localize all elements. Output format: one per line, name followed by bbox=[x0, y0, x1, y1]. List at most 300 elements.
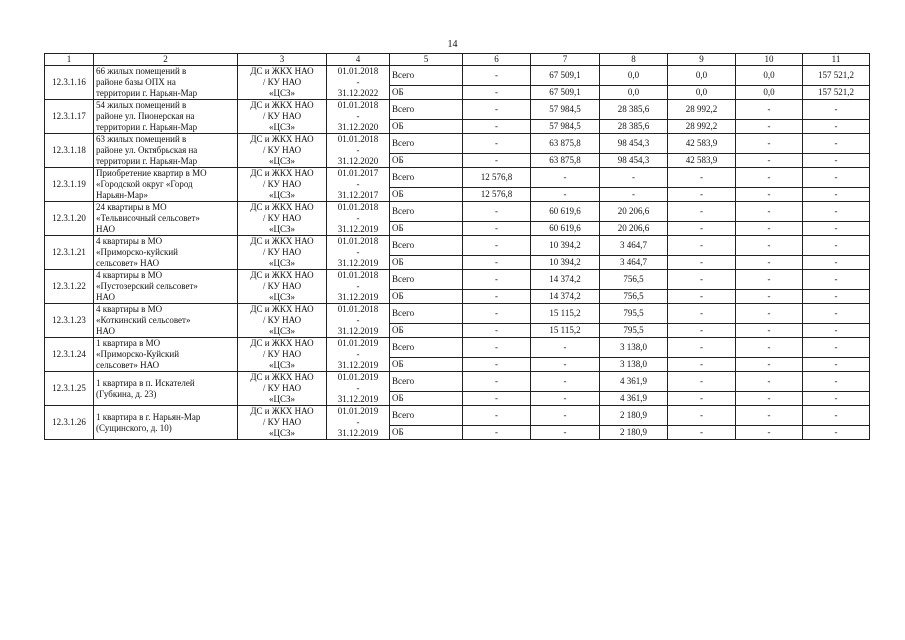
description-line: территории г. Нарьян-Мар bbox=[96, 88, 198, 98]
amount-cell: 3 138,0 bbox=[600, 338, 668, 358]
amount-cell: - bbox=[803, 358, 870, 372]
description-line: Нарьян-Мар» bbox=[96, 190, 149, 200]
period-line: 01.01.2019 bbox=[337, 372, 379, 382]
amount-cell: - bbox=[803, 154, 870, 168]
table-row bbox=[45, 304, 870, 324]
amount-cell: - bbox=[600, 168, 668, 188]
amount-cell: - bbox=[736, 304, 803, 324]
amount-cell: - bbox=[668, 202, 736, 222]
period-line: 31.12.2019 bbox=[337, 224, 379, 234]
responsible-executor bbox=[238, 406, 327, 440]
amount-cell: - bbox=[736, 202, 803, 222]
amount-cell: - bbox=[463, 120, 531, 134]
amount-cell: - bbox=[736, 290, 803, 304]
implementation-period bbox=[327, 270, 390, 304]
period-line: 01.01.2018 bbox=[337, 270, 379, 280]
amount-cell: 28 992,2 bbox=[668, 120, 736, 134]
amount-cell: 57 984,5 bbox=[531, 120, 600, 134]
table-row bbox=[45, 100, 870, 120]
item-description bbox=[94, 304, 238, 338]
amount-cell: - bbox=[803, 290, 870, 304]
amount-cell: - bbox=[463, 372, 531, 392]
amount-cell: - bbox=[736, 406, 803, 426]
amount-cell: 63 875,8 bbox=[531, 154, 600, 168]
amount-cell: - bbox=[463, 406, 531, 426]
amount-cell: - bbox=[668, 304, 736, 324]
column-number: 6 bbox=[463, 54, 531, 66]
amount-cell: 42 583,9 bbox=[668, 154, 736, 168]
amount-cell: - bbox=[463, 236, 531, 256]
amount-cell: - bbox=[736, 426, 803, 440]
funding-source-total: Всего bbox=[390, 372, 463, 392]
amount-cell: - bbox=[463, 66, 531, 86]
amount-cell: 2 180,9 bbox=[600, 426, 668, 440]
item-description bbox=[94, 372, 238, 406]
amount-cell: - bbox=[531, 392, 600, 406]
amount-cell: - bbox=[668, 406, 736, 426]
amount-cell: 98 454,3 bbox=[600, 134, 668, 154]
amount-cell: - bbox=[463, 100, 531, 120]
amount-cell: 795,5 bbox=[600, 324, 668, 338]
amount-cell: - bbox=[736, 270, 803, 290]
period-line: 31.12.2020 bbox=[337, 156, 379, 166]
responsible-executor bbox=[238, 270, 327, 304]
amount-cell: - bbox=[803, 324, 870, 338]
item-number: 12.3.1.19 bbox=[45, 168, 94, 202]
amount-cell: - bbox=[668, 392, 736, 406]
implementation-period bbox=[327, 338, 390, 372]
executor-line: «ЦСЗ» bbox=[268, 258, 295, 268]
executor-line: ДС и ЖКХ НАО bbox=[250, 338, 314, 348]
table-row bbox=[45, 168, 870, 188]
item-number: 12.3.1.26 bbox=[45, 406, 94, 440]
amount-cell: - bbox=[668, 290, 736, 304]
amount-cell: 28 992,2 bbox=[668, 100, 736, 120]
page-number: 14 bbox=[447, 39, 458, 50]
amount-cell: - bbox=[463, 304, 531, 324]
amount-cell: - bbox=[736, 372, 803, 392]
item-number: 12.3.1.23 bbox=[45, 304, 94, 338]
column-number: 7 bbox=[531, 54, 600, 66]
amount-cell: - bbox=[531, 426, 600, 440]
description-line: территории г. Нарьян-Мар bbox=[96, 156, 198, 166]
amount-cell: - bbox=[736, 236, 803, 256]
executor-line: ДС и ЖКХ НАО bbox=[250, 270, 314, 280]
executor-line: / КУ НАО bbox=[262, 179, 302, 189]
responsible-executor bbox=[238, 338, 327, 372]
responsible-executor bbox=[238, 168, 327, 202]
executor-line: / КУ НАО bbox=[262, 213, 302, 223]
responsible-executor bbox=[238, 236, 327, 270]
column-number: 2 bbox=[94, 54, 238, 66]
amount-cell: 67 509,1 bbox=[531, 86, 600, 100]
amount-cell: - bbox=[463, 270, 531, 290]
executor-line: / КУ НАО bbox=[262, 247, 302, 257]
item-description bbox=[94, 236, 238, 270]
amount-cell: 3 464,7 bbox=[600, 256, 668, 270]
period-line: 31.12.2019 bbox=[337, 292, 379, 302]
period-line: 31.12.2019 bbox=[337, 258, 379, 268]
column-number: 4 bbox=[327, 54, 390, 66]
amount-cell: 756,5 bbox=[600, 270, 668, 290]
amount-cell: - bbox=[463, 222, 531, 236]
amount-cell: - bbox=[803, 222, 870, 236]
period-line: 31.12.2019 bbox=[337, 428, 379, 438]
amount-cell: - bbox=[668, 168, 736, 188]
item-description bbox=[94, 406, 238, 440]
period-line: 01.01.2018 bbox=[337, 304, 379, 314]
table-row bbox=[45, 236, 870, 256]
item-number: 12.3.1.18 bbox=[45, 134, 94, 168]
executor-line: «ЦСЗ» bbox=[268, 122, 295, 132]
executor-line: / КУ НАО bbox=[262, 77, 302, 87]
table-row bbox=[45, 66, 870, 86]
responsible-executor bbox=[238, 66, 327, 100]
description-line: (Губкина, д. 23) bbox=[96, 388, 157, 399]
item-description bbox=[94, 100, 238, 134]
amount-cell: - bbox=[463, 426, 531, 440]
amount-cell: 28 385,6 bbox=[600, 100, 668, 120]
period-line: 31.12.2020 bbox=[337, 122, 379, 132]
program-table bbox=[44, 53, 870, 440]
funding-source-total: Всего bbox=[390, 338, 463, 358]
executor-line: «ЦСЗ» bbox=[268, 428, 295, 438]
amount-cell: - bbox=[531, 338, 600, 358]
description-line: «Тельвисочный сельсовет» bbox=[96, 213, 200, 223]
executor-line: / КУ НАО bbox=[262, 111, 302, 121]
amount-cell: 10 394,2 bbox=[531, 236, 600, 256]
executor-line: / КУ НАО bbox=[262, 145, 302, 155]
item-description bbox=[94, 338, 238, 372]
executor-line: / КУ НАО bbox=[262, 349, 302, 359]
table-row bbox=[45, 134, 870, 154]
period-line: 01.01.2018 bbox=[337, 134, 379, 144]
description-line: территории г. Нарьян-Мар bbox=[96, 122, 198, 132]
item-number: 12.3.1.22 bbox=[45, 270, 94, 304]
period-line: - bbox=[356, 213, 360, 223]
funding-source-ob: ОБ bbox=[390, 188, 463, 202]
amount-cell: 12 576,8 bbox=[463, 168, 531, 188]
funding-source-total: Всего bbox=[390, 202, 463, 222]
item-number: 12.3.1.21 bbox=[45, 236, 94, 270]
executor-line: ДС и ЖКХ НАО bbox=[250, 100, 314, 110]
amount-cell: - bbox=[803, 188, 870, 202]
funding-source-ob: ОБ bbox=[390, 120, 463, 134]
amount-cell: - bbox=[668, 426, 736, 440]
amount-cell: - bbox=[531, 406, 600, 426]
amount-cell: 12 576,8 bbox=[463, 188, 531, 202]
implementation-period bbox=[327, 168, 390, 202]
period-line: 01.01.2018 bbox=[337, 66, 379, 76]
amount-cell: - bbox=[803, 100, 870, 120]
implementation-period bbox=[327, 202, 390, 236]
funding-source-ob: ОБ bbox=[390, 426, 463, 440]
amount-cell: - bbox=[736, 120, 803, 134]
description-line: 4 квартиры в МО bbox=[96, 236, 163, 246]
amount-cell: 57 984,5 bbox=[531, 100, 600, 120]
column-number: 8 bbox=[600, 54, 668, 66]
amount-cell: 63 875,8 bbox=[531, 134, 600, 154]
amount-cell: - bbox=[668, 338, 736, 358]
period-line: - bbox=[356, 77, 360, 87]
period-line: 01.01.2018 bbox=[337, 100, 379, 110]
amount-cell: 4 361,9 bbox=[600, 392, 668, 406]
amount-cell: 67 509,1 bbox=[531, 66, 600, 86]
implementation-period bbox=[327, 236, 390, 270]
amount-cell: - bbox=[463, 134, 531, 154]
amount-cell: - bbox=[736, 100, 803, 120]
description-line: Приобретение квартир в МО bbox=[96, 168, 207, 178]
executor-line: / КУ НАО bbox=[262, 281, 302, 291]
period-line: - bbox=[356, 383, 360, 393]
item-number: 12.3.1.17 bbox=[45, 100, 94, 134]
implementation-period bbox=[327, 66, 390, 100]
period-line: - bbox=[356, 145, 360, 155]
description-line: НАО bbox=[96, 326, 116, 336]
item-description bbox=[94, 66, 238, 100]
amount-cell: - bbox=[736, 324, 803, 338]
funding-source-ob: ОБ bbox=[390, 358, 463, 372]
amount-cell: 0,0 bbox=[668, 66, 736, 86]
funding-source-total: Всего bbox=[390, 168, 463, 188]
amount-cell: 28 385,6 bbox=[600, 120, 668, 134]
funding-source-ob: ОБ bbox=[390, 256, 463, 270]
amount-cell: 42 583,9 bbox=[668, 134, 736, 154]
table-body bbox=[45, 54, 870, 440]
period-line: 01.01.2019 bbox=[337, 406, 379, 416]
funding-source-total: Всего bbox=[390, 406, 463, 426]
amount-cell: - bbox=[803, 392, 870, 406]
period-line: - bbox=[356, 417, 360, 427]
executor-line: «ЦСЗ» bbox=[268, 224, 295, 234]
amount-cell: 0,0 bbox=[668, 86, 736, 100]
executor-line: ДС и ЖКХ НАО bbox=[250, 168, 314, 178]
description-line: «Коткинский сельсовет» bbox=[96, 315, 191, 325]
executor-line: «ЦСЗ» bbox=[268, 394, 295, 404]
amount-cell: - bbox=[803, 256, 870, 270]
amount-cell: 14 374,2 bbox=[531, 290, 600, 304]
funding-source-total: Всего bbox=[390, 304, 463, 324]
description-line: районе ул. Пионерская на bbox=[96, 111, 195, 121]
period-line: 01.01.2019 bbox=[337, 338, 379, 348]
item-description bbox=[94, 202, 238, 236]
executor-line: «ЦСЗ» bbox=[268, 360, 295, 370]
funding-source-total: Всего bbox=[390, 236, 463, 256]
executor-line: ДС и ЖКХ НАО bbox=[250, 134, 314, 144]
implementation-period bbox=[327, 134, 390, 168]
funding-source-ob: ОБ bbox=[390, 392, 463, 406]
responsible-executor bbox=[238, 100, 327, 134]
period-line: - bbox=[356, 315, 360, 325]
description-line: «Приморско-куйский bbox=[96, 247, 178, 257]
amount-cell: - bbox=[531, 372, 600, 392]
executor-line: ДС и ЖКХ НАО bbox=[250, 372, 314, 382]
table-row bbox=[45, 202, 870, 222]
funding-source-ob: ОБ bbox=[390, 324, 463, 338]
column-number: 5 bbox=[390, 54, 463, 66]
amount-cell: - bbox=[668, 270, 736, 290]
responsible-executor bbox=[238, 202, 327, 236]
executor-line: / КУ НАО bbox=[262, 417, 302, 427]
period-line: - bbox=[356, 111, 360, 121]
amount-cell: - bbox=[531, 358, 600, 372]
amount-cell: - bbox=[803, 236, 870, 256]
description-line: 24 квартиры в МО bbox=[96, 202, 167, 212]
amount-cell: 0,0 bbox=[600, 66, 668, 86]
amount-cell: - bbox=[463, 358, 531, 372]
description-line: сельсовет» НАО bbox=[96, 258, 160, 268]
amount-cell: - bbox=[803, 372, 870, 392]
period-line: 31.12.2019 bbox=[337, 360, 379, 370]
executor-line: ДС и ЖКХ НАО bbox=[250, 66, 314, 76]
amount-cell: - bbox=[803, 134, 870, 154]
amount-cell: - bbox=[803, 406, 870, 426]
period-line: 31.12.2019 bbox=[337, 394, 379, 404]
amount-cell: 2 180,9 bbox=[600, 406, 668, 426]
description-line: 1 квартира в п. Искателей bbox=[96, 377, 195, 388]
period-line: 01.01.2018 bbox=[337, 236, 379, 246]
table-row bbox=[45, 406, 870, 426]
amount-cell: - bbox=[668, 324, 736, 338]
description-line: (Сущинского, д. 10) bbox=[96, 422, 172, 433]
amount-cell: 0,0 bbox=[600, 86, 668, 100]
item-number: 12.3.1.20 bbox=[45, 202, 94, 236]
item-description bbox=[94, 168, 238, 202]
period-line: 31.12.2017 bbox=[337, 190, 379, 200]
responsible-executor bbox=[238, 304, 327, 338]
amount-cell: - bbox=[668, 222, 736, 236]
period-line: - bbox=[356, 247, 360, 257]
amount-cell: - bbox=[803, 270, 870, 290]
implementation-period bbox=[327, 100, 390, 134]
period-line: 31.12.2019 bbox=[337, 326, 379, 336]
executor-line: / КУ НАО bbox=[262, 315, 302, 325]
amount-cell: - bbox=[668, 236, 736, 256]
amount-cell: - bbox=[463, 86, 531, 100]
executor-line: «ЦСЗ» bbox=[268, 326, 295, 336]
executor-line: «ЦСЗ» bbox=[268, 156, 295, 166]
table-row bbox=[45, 338, 870, 358]
period-line: - bbox=[356, 179, 360, 189]
column-number: 10 bbox=[736, 54, 803, 66]
amount-cell: - bbox=[736, 134, 803, 154]
amount-cell: - bbox=[803, 304, 870, 324]
implementation-period bbox=[327, 406, 390, 440]
amount-cell: - bbox=[736, 256, 803, 270]
description-line: районе ул. Октябрьская на bbox=[96, 145, 198, 155]
executor-line: ДС и ЖКХ НАО bbox=[250, 202, 314, 212]
amount-cell: - bbox=[463, 154, 531, 168]
executor-line: «ЦСЗ» bbox=[268, 190, 295, 200]
description-line: 1 квартира в МО bbox=[96, 338, 161, 348]
amount-cell: 20 206,6 bbox=[600, 222, 668, 236]
amount-cell: - bbox=[463, 392, 531, 406]
column-number: 9 bbox=[668, 54, 736, 66]
funding-source-total: Всего bbox=[390, 100, 463, 120]
item-description bbox=[94, 270, 238, 304]
amount-cell: - bbox=[463, 290, 531, 304]
amount-cell: 0,0 bbox=[736, 66, 803, 86]
amount-cell: - bbox=[668, 358, 736, 372]
amount-cell: - bbox=[736, 392, 803, 406]
amount-cell: - bbox=[803, 168, 870, 188]
description-line: районе базы ОПХ на bbox=[96, 77, 176, 87]
amount-cell: - bbox=[668, 256, 736, 270]
amount-cell: - bbox=[531, 188, 600, 202]
funding-source-ob: ОБ bbox=[390, 86, 463, 100]
funding-source-total: Всего bbox=[390, 270, 463, 290]
item-description bbox=[94, 134, 238, 168]
amount-cell: 15 115,2 bbox=[531, 324, 600, 338]
amount-cell: 20 206,6 bbox=[600, 202, 668, 222]
amount-cell: 98 454,3 bbox=[600, 154, 668, 168]
description-line: «Приморско-Куйский bbox=[96, 349, 180, 359]
amount-cell: - bbox=[668, 188, 736, 202]
amount-cell: 15 115,2 bbox=[531, 304, 600, 324]
amount-cell: 10 394,2 bbox=[531, 256, 600, 270]
description-line: 4 квартиры в МО bbox=[96, 270, 163, 280]
amount-cell: 14 374,2 bbox=[531, 270, 600, 290]
executor-line: / КУ НАО bbox=[262, 383, 302, 393]
description-line: 54 жилых помещений в bbox=[96, 100, 187, 110]
description-line: НАО bbox=[96, 292, 116, 302]
amount-cell: - bbox=[736, 358, 803, 372]
amount-cell: - bbox=[668, 372, 736, 392]
description-line: НАО bbox=[96, 224, 116, 234]
description-line: «Городской округ «Город bbox=[96, 179, 193, 189]
amount-cell: 3 138,0 bbox=[600, 358, 668, 372]
amount-cell: 157 521,2 bbox=[803, 66, 870, 86]
amount-cell: - bbox=[463, 256, 531, 270]
description-line: сельсовет» НАО bbox=[96, 360, 160, 370]
description-line: 4 квартиры в МО bbox=[96, 304, 163, 314]
amount-cell: 795,5 bbox=[600, 304, 668, 324]
period-line: - bbox=[356, 349, 360, 359]
executor-line: ДС и ЖКХ НАО bbox=[250, 406, 314, 416]
table-row bbox=[45, 372, 870, 392]
amount-cell: - bbox=[531, 168, 600, 188]
period-line: - bbox=[356, 281, 360, 291]
amount-cell: - bbox=[463, 338, 531, 358]
funding-source-total: Всего bbox=[390, 134, 463, 154]
amount-cell: 4 361,9 bbox=[600, 372, 668, 392]
funding-source-ob: ОБ bbox=[390, 222, 463, 236]
amount-cell: - bbox=[736, 338, 803, 358]
item-number: 12.3.1.16 bbox=[45, 66, 94, 100]
amount-cell: 756,5 bbox=[600, 290, 668, 304]
column-number: 3 bbox=[238, 54, 327, 66]
funding-source-total: Всего bbox=[390, 66, 463, 86]
amount-cell: - bbox=[736, 188, 803, 202]
executor-line: «ЦСЗ» bbox=[268, 88, 295, 98]
amount-cell: - bbox=[736, 168, 803, 188]
amount-cell: 3 464,7 bbox=[600, 236, 668, 256]
table-row bbox=[45, 270, 870, 290]
amount-cell: - bbox=[803, 426, 870, 440]
period-line: 01.01.2018 bbox=[337, 202, 379, 212]
executor-line: ДС и ЖКХ НАО bbox=[250, 304, 314, 314]
column-number: 1 bbox=[45, 54, 94, 66]
responsible-executor bbox=[238, 134, 327, 168]
responsible-executor bbox=[238, 372, 327, 406]
amount-cell: - bbox=[736, 222, 803, 236]
description-line: «Пустозерский сельсовет» bbox=[96, 281, 198, 291]
description-line: 1 квартира в г. Нарьян-Мар bbox=[96, 411, 201, 422]
amount-cell: - bbox=[463, 202, 531, 222]
item-number: 12.3.1.24 bbox=[45, 338, 94, 372]
description-line: 66 жилых помещений в bbox=[96, 66, 187, 76]
implementation-period bbox=[327, 372, 390, 406]
